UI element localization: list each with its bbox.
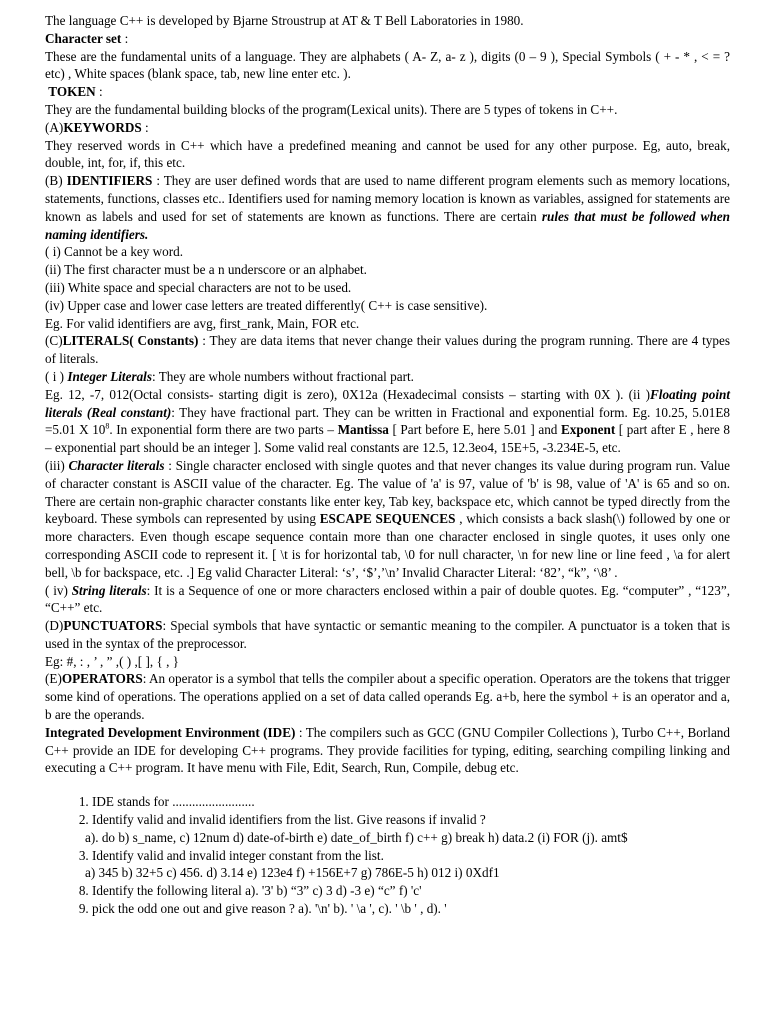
identifier-rule-3: (iii) White space and special characters are not to be used.: [45, 279, 352, 295]
keywords-body: They reserved words in C++ which have a predefined meaning and cannot be used for any other purpose. Eg, auto, break, double, int, for, if, this etc.: [45, 137, 730, 171]
integer-floating-paragraph: [45, 386, 730, 457]
integer-literals-line: [45, 368, 730, 386]
floating-body-3: [ Part before E, here 5.01 ] and: [388, 422, 561, 438]
keywords-heading: KEYWORDS: [63, 119, 142, 135]
punctuators-heading: PUNCTUATORS: [63, 618, 163, 634]
question-list: [45, 793, 730, 829]
question-text: Identify valid and invalid identifiers from the list. Give reasons if invalid ?: [92, 812, 486, 828]
punctuators-body: : Special symbols that have syntactic or semantic meaning to the compiler. A punctuator is a token that is used in the syntax of the preprocessor.: [45, 618, 730, 651]
literals-body: : They are data items that never change their values during the program running. There are 4 types of literals.: [45, 333, 730, 367]
operators-paragraph: [45, 670, 730, 723]
character-heading: Character literals: [68, 457, 165, 473]
identifiers-body: : They are user defined words that are used to name different program elements such as memory locations, statements, functions, classes etc.. Identifiers used for naming memory location is known as variables, assigned for statements are known as labels and used for set of statements are known as functions. There are certain: [45, 173, 730, 224]
identifier-rule-2: (ii) The first character must be a n underscore or an alphabet.: [45, 262, 367, 278]
integer-examples: Eg. 12, -7, 012(Octal consists- starting digit is zero), 0X12a (Hexadecimal consists – starting with 0X ). (ii ): [45, 386, 650, 402]
question-text: IDE stands for .........................: [92, 794, 255, 810]
character-prefix: (iii): [45, 457, 69, 473]
punctuators-prefix: (D): [45, 618, 64, 634]
charset-body: These are the fundamental units of a language. They are alphabets ( A- Z, a- z ), digits (0 – 9 ), Special Symbols ( + - * , < = ? etc) , White spaces (blank space, tab, new line enter etc. ).: [45, 48, 730, 82]
integer-heading: Integer Literals: [67, 368, 152, 384]
string-prefix: ( iv): [45, 582, 72, 598]
floating-body-4: [ part after E , here 8 – exponential part should be an integer ]. Some valid real constants are 12.5, 12.3eo4, 15E+5, -3.234E-5, etc.: [45, 422, 730, 456]
spacer: [45, 777, 730, 793]
question-item: [92, 847, 730, 865]
punctuators-example: Eg: #, : , ’ , ” ,( ) ,[ ], { , }: [45, 653, 179, 669]
literals-heading: LITERALS( Constants): [62, 333, 199, 349]
question-text: Identify valid and invalid integer constant from the list.: [92, 847, 384, 863]
intro-line: The language C++ is developed by Bjarne Stroustrup at AT & T Bell Laboratories in 1980.: [45, 13, 524, 28]
identifier-rule-1: ( i) Cannot be a key word.: [45, 244, 184, 260]
operators-prefix: (E): [45, 671, 62, 687]
charset-heading: Character set: [45, 30, 122, 46]
question-item: [92, 811, 730, 829]
charset-colon: :: [121, 30, 129, 46]
character-body-2: , which consists a back slash(\) followed by one or more characters. Even though escape sequence contain more than one character enclosed in single quotes, it uses only one corresponding ASCII code to represent it. [ \t is for horizontal tab, \0 for null character, \n for new line or line feed , \a for alert bell, \b for backspace, etc. .] Eg valid Character Literal: ‘s’, ‘$’,’\n’ Invalid Character Literal: ‘82’, “k”, ‘\8’ .: [45, 511, 731, 580]
token-body: They are the fundamental building blocks of the program(Lexical units). There are 5 types of tokens in C++.: [45, 101, 618, 117]
mantissa-term: Mantissa: [337, 422, 389, 438]
question-item: [92, 900, 730, 918]
token-heading: TOKEN: [48, 84, 96, 100]
identifiers-prefix: (B): [45, 173, 67, 189]
escape-sequences-term: ESCAPE SEQUENCES: [319, 511, 456, 527]
literals-paragraph: [45, 332, 730, 368]
question-item: [92, 793, 730, 811]
punctuators-paragraph: [45, 617, 730, 653]
question-text: pick the odd one out and give reason ? a). '\n' b). ' \a ', c). ' \b ' , d). ': [92, 901, 447, 917]
charset-heading-line: [45, 30, 730, 48]
character-body-1: : Single character enclosed with single quotes and that never changes its value during program run. Value of character constant is ASCII value of the character. Eg. The value of 'a' is 97, value of 'b' is 98, value of 'A' is 65 and so on. There are certain non-graphic character constants like enter key, Tab key, backspace etc, which cannot be typed directly from the keyboard. These symbols can represented by using: [45, 457, 731, 527]
string-body: : It is a Sequence of one or more characters enclosed within a pair of double quotes. Eg. “computer” , “123”, “C++” etc.: [45, 582, 730, 616]
keywords-prefix: (A): [45, 119, 64, 135]
question-options: a) 345 b) 32+5 c) 456. d) 3.14 e) 123e4 f) +156E+7 g) 786E-5 h) 012 i) 0Xdf1: [85, 865, 500, 881]
question-item: [92, 882, 730, 900]
floating-body-1: : They have fractional part. They can be written in Fractional and exponential form. Eg. 10.25, 5.01E8 =5.01 X 10: [45, 404, 730, 438]
string-literals-paragraph: [45, 582, 730, 618]
identifiers-example: Eg. For valid identifiers are avg, first_rank, Main, FOR etc.: [45, 315, 360, 331]
character-literals-paragraph: [45, 457, 730, 582]
floating-heading: Floating point literals (Real constant): [45, 386, 730, 420]
floating-body-2: . In exponential form there are two parts –: [109, 422, 338, 438]
operators-body: : An operator is a symbol that tells the compiler about a specific operation. Operators are the tokens that trigger some kind of operations. The operations applied on a set of data called operands Eg. a+b, here the symbol + is an operator and a, b are the operands.: [45, 671, 730, 723]
operators-heading: OPERATORS: [61, 671, 143, 687]
question-text: Identify the following literal a). '3' b) “3” c) 3 d) -3 e) “c” f) 'c': [92, 883, 422, 899]
token-colon: :: [95, 84, 103, 100]
ide-body: : The compilers such as GCC (GNU Compiler Collections ), Turbo C++, Borland C++ provide an IDE for developing C++ programs. They provide facilities for typing, editing, searching compiling linking and executing a C++ program. It have menu with File, Edit, Search, Run, Compile, debug etc.: [45, 724, 730, 776]
identifiers-heading: IDENTIFIERS: [66, 173, 153, 189]
ide-paragraph: [45, 724, 730, 777]
integer-body: : They are whole numbers without fractional part.: [151, 368, 414, 384]
identifiers-rules-emphasis: rules that must be followed when naming identifiers.: [45, 208, 730, 242]
question-list: [45, 882, 730, 918]
string-heading: String literals: [71, 582, 147, 598]
floating-exponent-sup: 8: [105, 421, 110, 431]
integer-prefix: ( i ): [45, 368, 68, 384]
ide-heading: Integrated Development Environment (IDE): [45, 724, 296, 740]
identifiers-paragraph: [45, 172, 730, 243]
exponent-term: Exponent: [560, 422, 616, 438]
question-list: [45, 847, 730, 865]
literals-prefix: (C): [45, 333, 63, 349]
token-heading-line: [45, 83, 730, 101]
question-options: a). do b) s_name, c) 12num d) date-of-birth e) date_of_birth f) c++ g) break h) data.2 (i) FOR (j). amt$: [85, 829, 628, 845]
identifier-rule-4: (iv) Upper case and lower case letters are treated differently( C++ is case sensitive).: [45, 297, 488, 313]
keywords-colon: :: [141, 119, 149, 135]
keywords-heading-line: [45, 119, 730, 137]
